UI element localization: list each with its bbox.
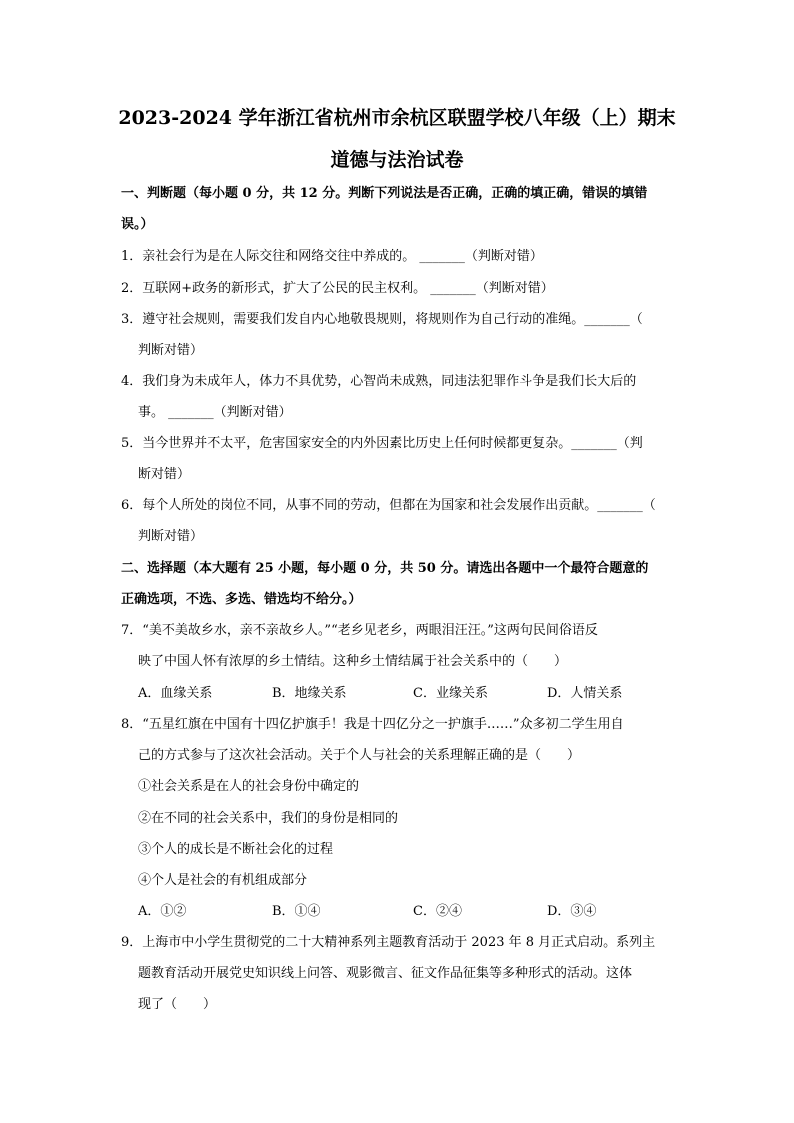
question-6-cont: 判断对错）: [138, 529, 204, 544]
q8-option-c: C．②④: [413, 904, 462, 919]
q8-statement-2: ②在不同的社会关系中，我们的身份是相同的: [138, 811, 399, 826]
exam-title-line-2: 道德与法治试卷: [330, 149, 464, 171]
question-5-cont: 断对错）: [138, 467, 191, 482]
q7-option-c: C．业缘关系: [413, 686, 488, 701]
q8-statement-3: ③个人的成长是不断社会化的过程: [138, 842, 334, 857]
q8-option-a: A．①②: [138, 904, 187, 919]
q7-option-d: D．人情关系: [547, 686, 623, 701]
q7-option-a: A．血缘关系: [138, 686, 213, 701]
section-1-heading-cont: 误。）: [121, 217, 154, 232]
question-5: 5．当今世界并不太平，危害国家安全的内外因素比历史上任何时候都更复杂。_______（判: [121, 436, 643, 451]
q8-statement-1: ①社会关系是在人的社会身份中确定的: [138, 779, 360, 794]
section-2-heading: 二、选择题（本大题有 25 小题，每小题 0 分，共 50 分。请选出各题中一个最符合题意的: [121, 561, 649, 576]
question-7-cont: 映了中国人怀有浓厚的乡土情结。这种乡土情结属于社会关系中的（ ）: [138, 654, 568, 669]
question-4: 4．我们身为未成年人，体力不具优势，心智尚未成熟，同违法犯罪作斗争是我们长大后的: [121, 374, 637, 389]
q7-option-b: B．地缘关系: [272, 686, 347, 701]
q8-statement-4: ④个人是社会的有机组成部分: [138, 873, 308, 888]
question-1: 1．亲社会行为是在人际交往和网络交往中养成的。 _______（判断对错）: [121, 249, 543, 264]
section-2-heading-cont: 正确选项，不选、多选、错选均不给分。）: [121, 592, 362, 607]
section-1-heading: 一、判断题（每小题 0 分，共 12 分。判断下列说法是否正确，正确的填正确，错误的填错: [121, 186, 648, 201]
question-9-cont-1: 题教育活动开展党史知识线上问答、观影微言、征文作品征集等多种形式的活动。这体: [138, 966, 633, 981]
question-8-cont: 己的方式参与了这次社会活动。关于个人与社会的关系理解正确的是（ ）: [138, 748, 581, 763]
q8-option-d: D．③④: [547, 904, 597, 919]
question-4-cont: 事。 _______（判断对错）: [138, 405, 292, 420]
question-8: 8．“五星红旗在中国有十四亿护旗手！我是十四亿分之一护旗手……”众多初二学生用自: [121, 717, 624, 732]
exam-title-line-1: 2023-2024 学年浙江省杭州市余杭区联盟学校八年级（上）期末: [118, 107, 676, 129]
question-3-cont: 判断对错）: [138, 343, 204, 358]
question-3: 3．遵守社会规则，需要我们发自内心地敬畏规则，将规则作为自己行动的准绳。_______（: [121, 312, 643, 327]
question-9-cont-2: 现了（ ）: [138, 997, 217, 1012]
question-9: 9．上海市中小学生贯彻党的二十大精神系列主题教育活动于 2023 年 8 月正式启动。系列主: [121, 935, 656, 950]
question-7: 7．“美不美故乡水，亲不亲故乡人。”“老乡见老乡，两眼泪汪汪。”这两句民间俗语反: [121, 623, 598, 638]
question-2: 2．互联网+政务的新形式，扩大了公民的民主权利。 _______（判断对错）: [121, 281, 554, 296]
question-6: 6．每个人所处的岗位不同，从事不同的劳动，但都在为国家和社会发展作出贡献。_______（: [121, 498, 656, 513]
q8-option-b: B．①④: [272, 904, 321, 919]
